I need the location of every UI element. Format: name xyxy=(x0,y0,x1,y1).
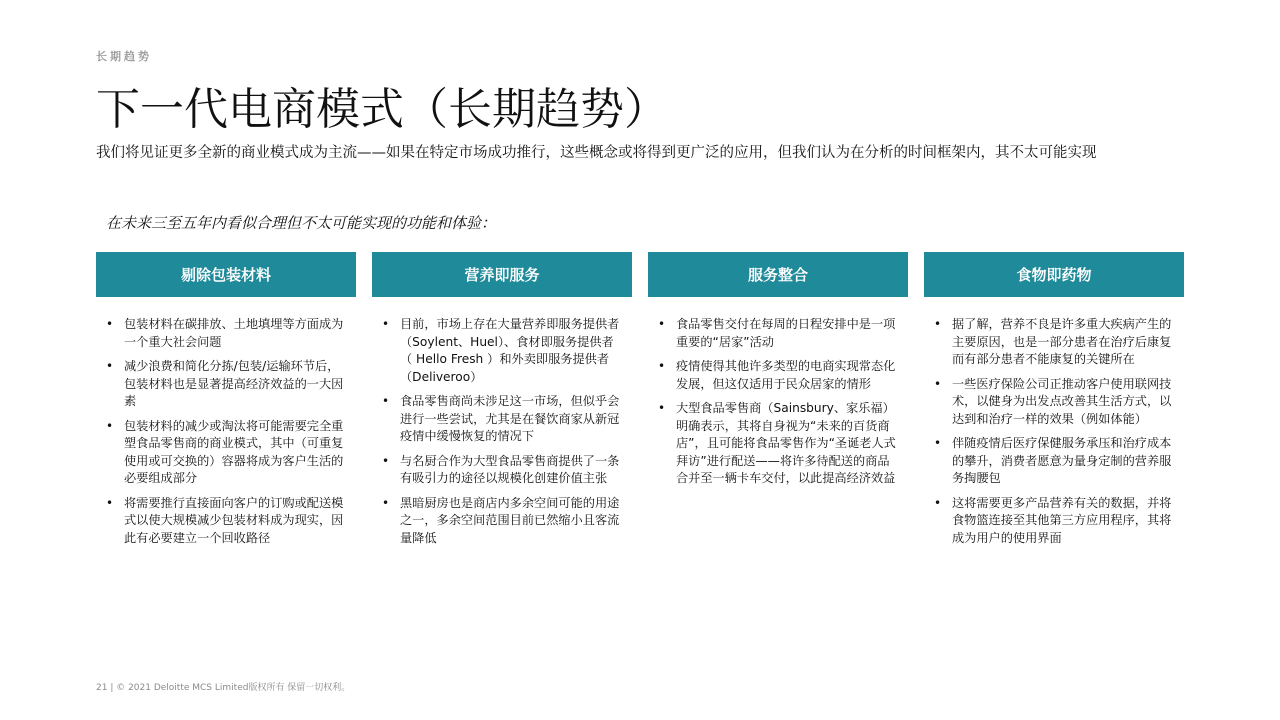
column-header: 剔除包装材料 xyxy=(96,252,356,297)
bullet-item: • 这将需要更多产品营养有关的数据，并将食物篮连接至其他第三方应用程序，其将成为用户的使用界面 xyxy=(924,495,1184,548)
bullet-item: • 黑暗厨房也是商店内多余空间可能的用途之一，多余空间范围目前已然缩小且客流量降低 xyxy=(372,495,632,548)
bullet-item: • 目前，市场上存在大量营养即服务提供者（Soylent、Huel）、食材即服务提供者（ Hello Fresh ）和外卖即服务提供者（Deliveroo） xyxy=(372,316,632,386)
column-header: 营养即服务 xyxy=(372,252,632,297)
bullet-item: • 据了解，营养不良是许多重大疾病产生的主要原因，也是一部分患者在治疗后康复而有部分患者不能康复的关键所在 xyxy=(924,316,1184,369)
bullet-item: • 与名厨合作为大型食品零售商提供了一条有吸引力的途径以规模化创建价值主张 xyxy=(372,453,632,488)
trend-columns xyxy=(96,252,1184,572)
bullet-item: • 一些医疗保险公司正推动客户使用联网技术，以健身为出发点改善其生活方式，以达到和治疗一样的效果（例如体能） xyxy=(924,376,1184,429)
footer-copyright: 21 | © 2021 Deloitte MCS Limited版权所有 保留一切权利。 xyxy=(96,683,351,693)
column-packaging xyxy=(96,252,356,554)
bullet-item: • 将需要推行直接面向客户的订购或配送模式以使大规模减少包装材料成为现实，因此有必要建立一个回收路径 xyxy=(96,495,356,548)
bullet-item: • 食品零售商尚未涉足这一市场，但似乎会进行一些尝试，尤其是在餐饮商家从新冠疫情中缓慢恢复的情况下 xyxy=(372,393,632,446)
page-title: 下一代电商模式（长期趋势） xyxy=(96,84,668,135)
intro-text: 在未来三至五年内看似合理但不太可能实现的功能和体验： xyxy=(106,214,497,232)
bullet-item: • 伴随疫情后医疗保健服务承压和治疗成本的攀升，消费者愿意为量身定制的营养服务掏腰包 xyxy=(924,435,1184,488)
bullet-item: • 大型食品零售商（Sainsbury、家乐福）明确表示，其将自身视为“未来的百货商店”，且可能将食品零售作为“圣诞老人式拜访”进行配送——将许多待配送的商品合并至一辆卡车交付，以此提高经济效益 xyxy=(648,400,908,488)
column-service-integration xyxy=(648,252,908,495)
page-subtitle: 我们将见证更多全新的商业模式成为主流——如果在特定市场成功推行，这些概念或将得到更广泛的应用，但我们认为在分析的时间框架内，其不太可能实现 xyxy=(96,145,1097,161)
column-nutrition-service xyxy=(372,252,632,554)
bullet-item: • 包装材料的减少或淘汰将可能需要完全重塑食品零售商的商业模式，其中（可重复使用或可交换的）容器将成为客户生活的必要组成部分 xyxy=(96,418,356,488)
section-label: 长期趋势 xyxy=(96,50,152,63)
column-header: 食物即药物 xyxy=(924,252,1184,297)
column-bullet-list xyxy=(648,297,908,488)
column-header: 服务整合 xyxy=(648,252,908,297)
bullet-item: • 减少浪费和简化分拣/包装/运输环节后，包装材料也是显著提高经济效益的一大因素 xyxy=(96,358,356,411)
column-bullet-list xyxy=(372,297,632,547)
bullet-item: • 食品零售交付在每周的日程安排中是一项重要的“居家”活动 xyxy=(648,316,908,351)
bullet-item: • 疫情使得其他许多类型的电商实现常态化发展，但这仅适用于民众居家的情形 xyxy=(648,358,908,393)
bullet-item: • 包装材料在碳排放、土地填埋等方面成为一个重大社会问题 xyxy=(96,316,356,351)
column-bullet-list xyxy=(96,297,356,547)
column-food-as-medicine xyxy=(924,252,1184,554)
column-bullet-list xyxy=(924,297,1184,547)
